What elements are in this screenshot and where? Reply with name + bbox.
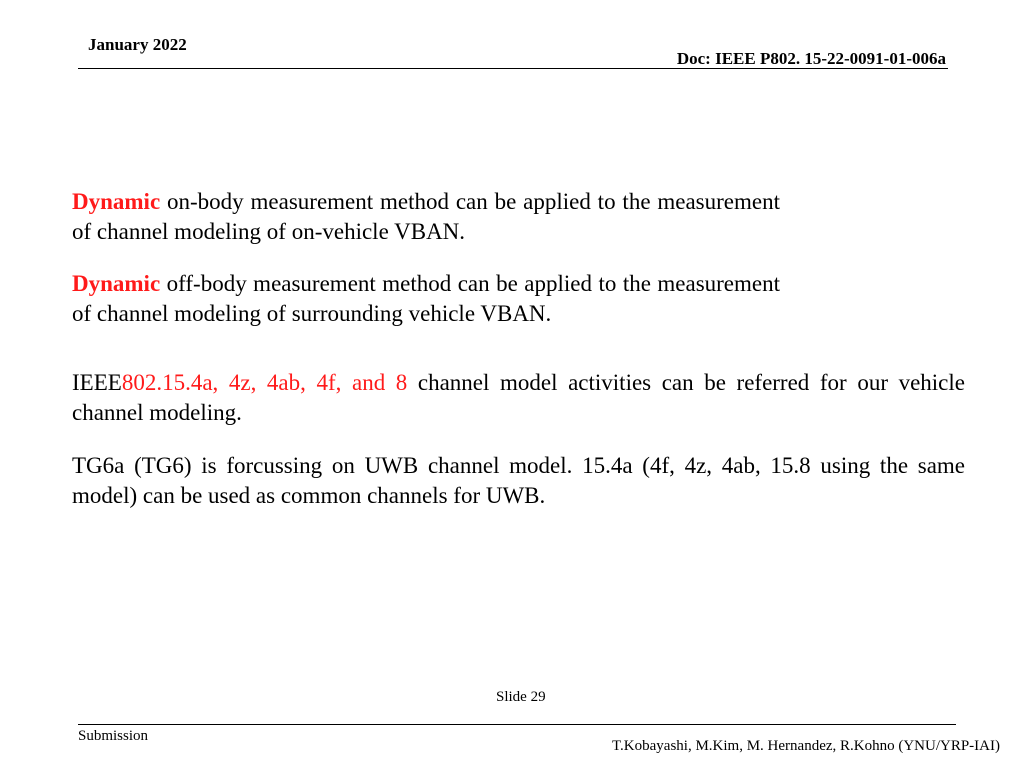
footer-divider <box>78 724 956 725</box>
paragraph-on-body <box>72 187 780 247</box>
highlight-dynamic-on-body: Dynamic <box>72 189 161 214</box>
header-doc-id: Doc: IEEE P802. 15-22-0091-01-006a <box>676 49 946 68</box>
header-divider <box>78 68 948 69</box>
paragraph-off-body <box>72 269 780 329</box>
paragraph-tg6a: TG6a (TG6) is forcussing on UWB channel model. 15.4a (4f, 4z, 4ab, 15.8 using the same model) can be used as common channels for UWB. <box>72 453 965 508</box>
footer-submission: Submission <box>78 728 149 744</box>
paragraph-off-body-text: off-body measurement method can be applied to the measurement of channel modeling of surrounding vehicle VBAN. <box>72 271 780 326</box>
slide-number: Slide 29 <box>496 689 546 705</box>
paragraph-on-body-text: on-body measurement method can be applied to the measurement of channel modeling of on-vehicle VBAN. <box>72 189 780 244</box>
highlight-dynamic-off-body: Dynamic <box>72 271 161 296</box>
highlight-standards-list: 802.15.4a, 4z, 4ab, 4f, and 8 <box>121 370 408 395</box>
paragraph-ieee-text: channel model activities can be referred for our vehicle channel modeling. <box>72 370 965 425</box>
paragraph-ieee-activities <box>72 368 965 428</box>
header-date: January 2022 <box>88 35 187 54</box>
footer-authors: T.Kobayashi, M.Kim, M. Hernandez, R.Kohno (YNU/YRP-IAI) <box>612 738 1000 754</box>
paragraph-ieee-prefix: IEEE <box>72 370 122 395</box>
